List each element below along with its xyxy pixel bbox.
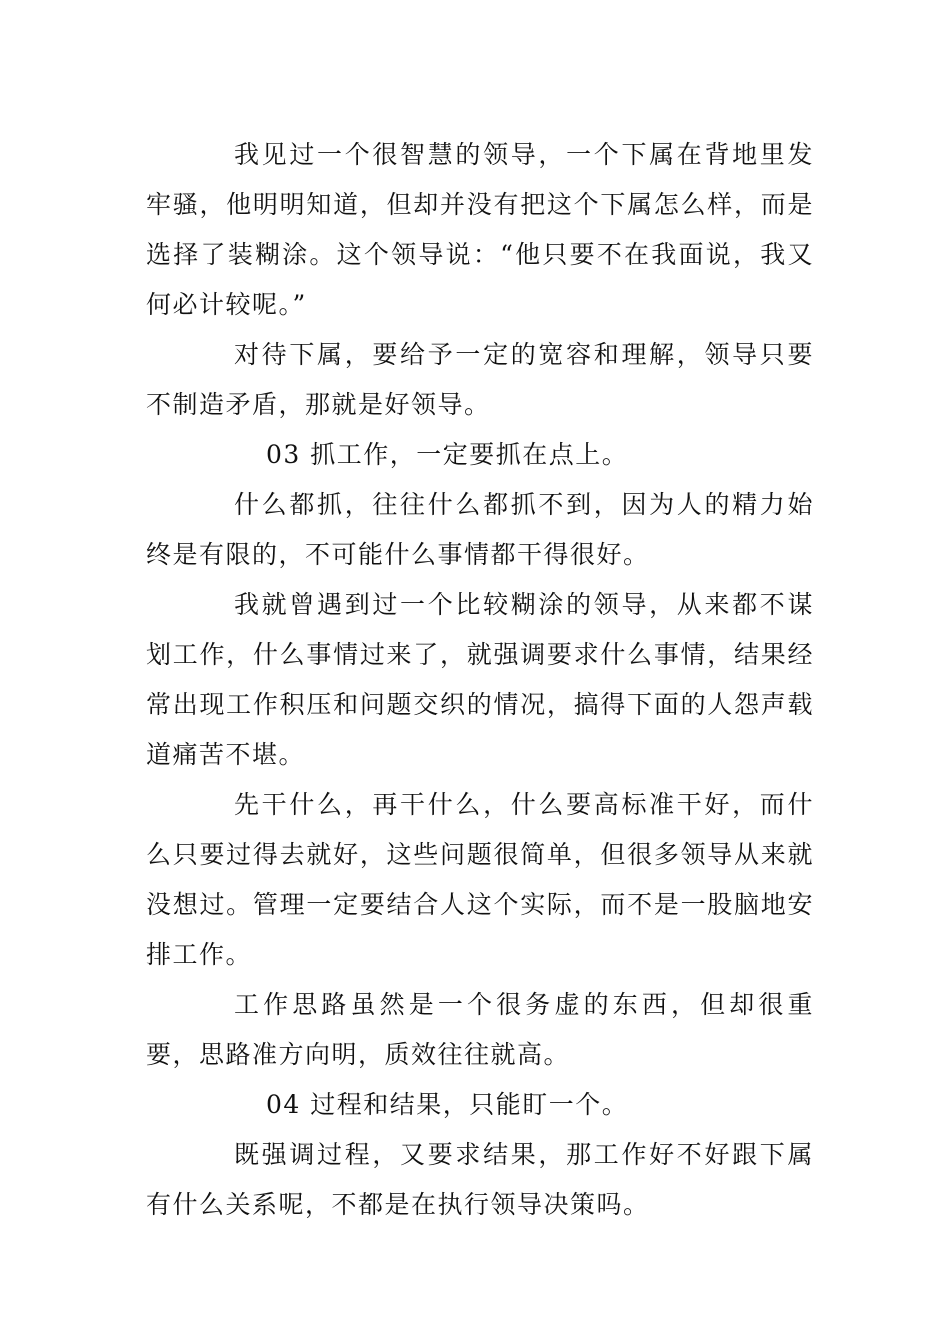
paragraph: 对待下属，要给予一定的宽容和理解，领导只要不制造矛盾，那就是好领导。 bbox=[146, 340, 814, 419]
paragraph: 工作思路虽然是一个很务虚的东西，但却很重要，思路准方向明，质效往往就高。 bbox=[146, 990, 814, 1069]
paragraph: 什么都抓，往往什么都抓不到，因为人的精力始终是有限的，不可能什么事情都干得很好。 bbox=[146, 490, 814, 569]
section-heading: 03 抓工作，一定要抓在点上。 bbox=[266, 440, 629, 469]
paragraph: 既强调过程，又要求结果，那工作好不好跟下属有什么关系呢，不都是在执行领导决策吗。 bbox=[146, 1140, 814, 1219]
paragraph: 我见过一个很智慧的领导，一个下属在背地里发牢骚，他明明知道，但却并没有把这个下属怎么样，而是选择了装糊涂。这个领导说：“他只要不在我面说，我又何必计较呢。” bbox=[146, 140, 814, 319]
paragraph: 我就曾遇到过一个比较糊涂的领导，从来都不谋划工作，什么事情过来了，就强调要求什么事情，结果经常出现工作积压和问题交织的情况，搞得下面的人怨声载道痛苦不堪。 bbox=[146, 590, 814, 769]
section-heading: 04 过程和结果，只能盯一个。 bbox=[266, 1090, 629, 1119]
paragraph: 先干什么，再干什么，什么要高标准干好，而什么只要过得去就好，这些问题很简单，但很多领导从来就没想过。管理一定要结合人这个实际，而不是一股脑地安排工作。 bbox=[146, 790, 814, 969]
document-body bbox=[146, 130, 814, 1230]
